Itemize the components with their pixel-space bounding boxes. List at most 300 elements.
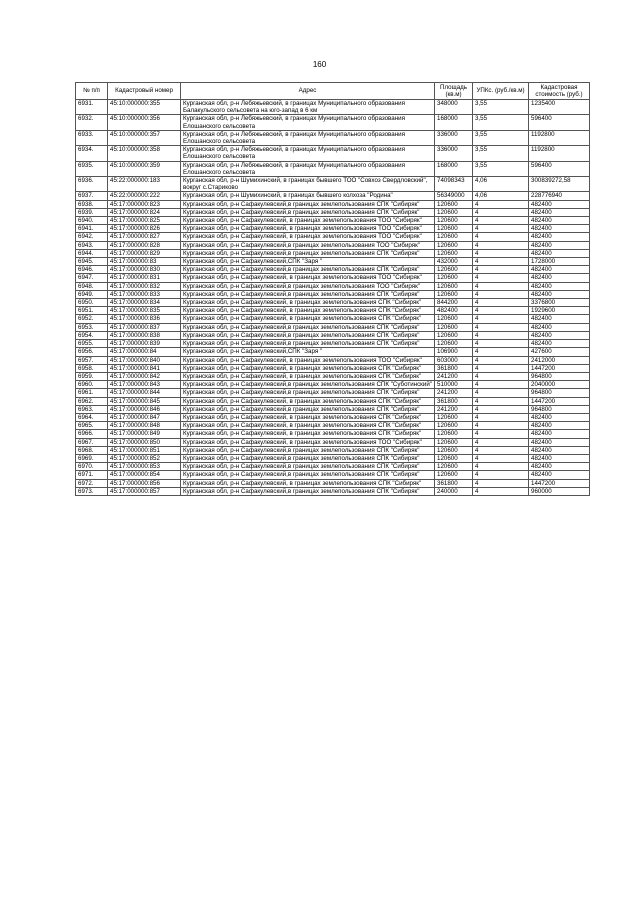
upks: 4 [473,454,529,462]
table-row [76,241,590,249]
area: 120600 [435,241,473,249]
upks: 4,06 [473,192,529,200]
cadastral-number: 45:22:000000:222 [108,192,181,200]
area: 120600 [435,249,473,257]
table-row [76,217,590,225]
cadastral-value: 482400 [529,225,590,233]
cadastral-number: 45:17:000000:829 [108,249,181,257]
cadastral-value: 482400 [529,430,590,438]
row-number: 6960. [76,381,108,389]
row-number: 6955. [76,340,108,348]
address: Курганская обл, р-н Сафакулевский,в границах землепользования СПК "Сибиряк" [181,208,435,216]
table-row [76,397,590,405]
upks: 4 [473,307,529,315]
cadastral-number: 45:17:000000:850 [108,438,181,446]
area: 120600 [435,331,473,339]
cadastral-number: 45:17:000000:828 [108,241,181,249]
row-number: 6934. [76,146,108,161]
address: Курганская обл, р-н Сафакулевский, в границах землепользования СПК "Сибиряк" [181,299,435,307]
table-row [76,454,590,462]
row-number: 6939. [76,208,108,216]
upks: 3,55 [473,130,529,145]
area: 120600 [435,446,473,454]
upks: 4 [473,463,529,471]
table-row [76,146,590,161]
address: Курганская обл, р-н Сафакулевский, в границах землепользования ТОО "Сибиряк" [181,356,435,364]
cadastral-value: 300839272,58 [529,177,590,192]
area: 482400 [435,307,473,315]
table-row [76,307,590,315]
row-number: 6931. [76,100,108,115]
cadastral-value: 482400 [529,340,590,348]
cadastral-value: 482400 [529,233,590,241]
upks: 4 [473,438,529,446]
area: 361800 [435,479,473,487]
row-number: 6936. [76,177,108,192]
address: Курганская обл, р-н Шумихинский, в границах бывшего колхоза "Родина" [181,192,435,200]
upks: 4 [473,282,529,290]
table-row [76,331,590,339]
row-number: 6933. [76,130,108,145]
row-number: 6967. [76,438,108,446]
area: 120600 [435,454,473,462]
upks: 4 [473,249,529,257]
cadastral-value: 2412000 [529,356,590,364]
row-number: 6950. [76,299,108,307]
address: Курганская обл, р-н Сафакулевский, в границах землепользования ТОО "Сибиряк" [181,274,435,282]
row-number: 6963. [76,405,108,413]
address: Курганская обл, р-н Сафакулевский, в границах землепользования ТОО "Сибиряк" [181,217,435,225]
area: 241200 [435,389,473,397]
table-row [76,463,590,471]
row-number: 6969. [76,454,108,462]
cadastral-value: 960000 [529,487,590,495]
area: 120600 [435,274,473,282]
area: 120600 [435,225,473,233]
upks: 4 [473,356,529,364]
address: Курганская обл, р-н Сафакулевский, в границах землепользования ТОО "Сибиряк" [181,225,435,233]
table-row [76,381,590,389]
address: Курганская обл, р-н Лебяжьевский, в границах Муниципального образования Елошанского сельсовета [181,146,435,161]
header-cadastral-number: Кадастровый номер [108,83,181,100]
address: Курганская обл, р-н Сафакулевский,в границах землепользования СПК "Сибиряк" [181,463,435,471]
cadastral-number: 45:17:000000:84 [108,348,181,356]
cadastral-number: 45:17:000000:831 [108,274,181,282]
cadastral-value: 482400 [529,217,590,225]
row-number: 6943. [76,241,108,249]
table-row [76,177,590,192]
cadastral-value: 482400 [529,208,590,216]
cadastral-number: 45:17:000000:842 [108,372,181,380]
upks: 4 [473,241,529,249]
cadastral-number: 45:22:000000:183 [108,177,181,192]
area: 120600 [435,471,473,479]
cadastral-number: 45:17:000000:837 [108,323,181,331]
table-row [76,430,590,438]
cadastral-number: 45:17:000000:827 [108,233,181,241]
cadastral-number: 45:17:000000:847 [108,413,181,421]
cadastral-number: 45:10:000000:359 [108,161,181,176]
row-number: 6959. [76,372,108,380]
cadastral-value: 1192800 [529,130,590,145]
row-number: 6961. [76,389,108,397]
area: 844200 [435,299,473,307]
cadastral-number: 45:17:000000:826 [108,225,181,233]
upks: 4 [473,200,529,208]
cadastral-value: 482400 [529,290,590,298]
row-number: 6932. [76,115,108,130]
upks: 4 [473,381,529,389]
cadastral-number: 45:17:000000:825 [108,217,181,225]
table-row [76,487,590,495]
area: 120600 [435,430,473,438]
upks: 4 [473,290,529,298]
row-number: 6958. [76,364,108,372]
row-number: 6944. [76,249,108,257]
upks: 4 [473,372,529,380]
cadastral-number: 45:10:000000:357 [108,130,181,145]
area: 241200 [435,372,473,380]
table-row [76,282,590,290]
table-row [76,115,590,130]
cadastral-value: 427600 [529,348,590,356]
cadastral-value: 228776940 [529,192,590,200]
cadastral-value: 482400 [529,266,590,274]
row-number: 6965. [76,422,108,430]
area: 603000 [435,356,473,364]
row-number: 6942. [76,233,108,241]
area: 120600 [435,438,473,446]
cadastral-value: 2040000 [529,381,590,389]
row-number: 6941. [76,225,108,233]
area: 120600 [435,413,473,421]
cadastral-number: 45:17:000000:856 [108,479,181,487]
upks: 4 [473,208,529,216]
table-row [76,315,590,323]
table-row [76,389,590,397]
row-number: 6935. [76,161,108,176]
cadastral-value: 1447200 [529,364,590,372]
table-row [76,356,590,364]
upks: 4 [473,405,529,413]
address: Курганская обл, р-н Сафакулевский,в границах землепользования СПК "Сибиряк" [181,454,435,462]
cadastral-number: 45:17:000000:835 [108,307,181,315]
upks: 4 [473,364,529,372]
upks: 4 [473,479,529,487]
address: Курганская обл, р-н Лебяжьевский, в границах Муниципального образования Елошанского сельсовета [181,161,435,176]
row-number: 6953. [76,323,108,331]
upks: 4 [473,389,529,397]
address: Курганская обл, р-н Сафакулевский, в границах землепользования СПК "Сибиряк" [181,397,435,405]
upks: 4 [473,413,529,421]
cadastral-number: 45:17:000000:841 [108,364,181,372]
table-row [76,471,590,479]
table-row [76,372,590,380]
upks: 3,55 [473,115,529,130]
address: Курганская обл, р-н Сафакулевский,в границах землепользования СПК "Сибиряк" [181,200,435,208]
address: Курганская обл, р-н Сафакулевский,СПК "Заря " [181,348,435,356]
row-number: 6957. [76,356,108,364]
area: 120600 [435,315,473,323]
cadastral-number: 45:10:000000:355 [108,100,181,115]
cadastral-number: 45:17:000000:844 [108,389,181,397]
area: 336000 [435,130,473,145]
address: Курганская обл, р-н Сафакулевский,в границах землепользования СПК "Сибиряк" [181,323,435,331]
cadastral-value: 482400 [529,241,590,249]
upks: 4 [473,471,529,479]
area: 120600 [435,233,473,241]
upks: 4 [473,331,529,339]
table-row [76,413,590,421]
cadastral-number: 45:17:000000:83 [108,258,181,266]
cadastral-value: 596400 [529,115,590,130]
cadastral-value: 1447200 [529,479,590,487]
row-number: 6964. [76,413,108,421]
row-number: 6971. [76,471,108,479]
row-number: 6945. [76,258,108,266]
cadastral-number: 45:17:000000:848 [108,422,181,430]
cadastral-number: 45:17:000000:830 [108,266,181,274]
cadastral-number: 45:17:000000:851 [108,446,181,454]
address: Курганская обл, р-н Сафакулевский,в границах землепользования СПК "Сибиряк" [181,389,435,397]
upks: 4 [473,299,529,307]
row-number: 6956. [76,348,108,356]
upks: 4 [473,217,529,225]
table-row [76,438,590,446]
area: 241200 [435,405,473,413]
cadastral-number: 45:17:000000:840 [108,356,181,364]
address: Курганская обл, р-н Сафакулевский, в границах землепользования СПК "Сибиряк" [181,422,435,430]
address: Курганская обл, р-н Сафакулевский,в границах землепользования СПК "Сибиряк" [181,340,435,348]
cadastral-value: 1235400 [529,100,590,115]
table-row [76,479,590,487]
cadastral-value: 964800 [529,372,590,380]
table-row [76,422,590,430]
cadastral-number: 45:17:000000:852 [108,454,181,462]
cadastral-number: 45:17:000000:843 [108,381,181,389]
area: 336000 [435,146,473,161]
cadastral-value: 1929600 [529,307,590,315]
address: Курганская обл, р-н Сафакулевский, в границах землепользования ТОО "Сибиряк" [181,233,435,241]
address: Курганская обл, р-н Лебяжьевский, в границах Муниципального образования Елошанского сельсовета [181,115,435,130]
upks: 4 [473,397,529,405]
upks: 4 [473,446,529,454]
table-row [76,249,590,257]
area: 120600 [435,290,473,298]
row-number: 6937. [76,192,108,200]
row-number: 6952. [76,315,108,323]
upks: 4 [473,422,529,430]
table-row [76,225,590,233]
address: Курганская обл, р-н Сафакулевский, в границах землепользования ТОО "Сибиряк" [181,438,435,446]
address: Курганская обл, р-н Сафакулевский,в границах землепользования СПК "Сибиряк" [181,266,435,274]
row-number: 6968. [76,446,108,454]
cadastral-number: 45:17:000000:846 [108,405,181,413]
cadastral-table [75,82,590,496]
row-number: 6940. [76,217,108,225]
cadastral-value: 1447200 [529,397,590,405]
cadastral-value: 482400 [529,323,590,331]
cadastral-value: 596400 [529,161,590,176]
area: 361800 [435,397,473,405]
cadastral-number: 45:17:000000:823 [108,200,181,208]
cadastral-value: 482400 [529,463,590,471]
row-number: 6951. [76,307,108,315]
area: 120600 [435,340,473,348]
cadastral-number: 45:17:000000:845 [108,397,181,405]
row-number: 6948. [76,282,108,290]
cadastral-value: 1728000 [529,258,590,266]
table-row [76,274,590,282]
area: 120600 [435,323,473,331]
cadastral-value: 3376800 [529,299,590,307]
upks: 4 [473,430,529,438]
upks: 4 [473,487,529,495]
table-row [76,348,590,356]
area: 120600 [435,200,473,208]
cadastral-number: 45:17:000000:834 [108,299,181,307]
row-number: 6970. [76,463,108,471]
row-number: 6954. [76,331,108,339]
address: Курганская обл, р-н Сафакулевский,в границах землепользования ТОО "Сибиряк" [181,241,435,249]
cadastral-number: 45:17:000000:838 [108,331,181,339]
area: 168000 [435,161,473,176]
cadastral-value: 482400 [529,454,590,462]
upks: 4 [473,274,529,282]
upks: 3,55 [473,100,529,115]
table-row [76,299,590,307]
upks: 4 [473,258,529,266]
area: 432000 [435,258,473,266]
cadastral-value: 482400 [529,200,590,208]
row-number: 6938. [76,200,108,208]
cadastral-number: 45:10:000000:356 [108,115,181,130]
address: Курганская обл, р-н Сафакулевский,в границах землепользования СПК "Сибиряк" [181,405,435,413]
row-number: 6962. [76,397,108,405]
table-row [76,290,590,298]
cadastral-value: 482400 [529,471,590,479]
area: 510000 [435,381,473,389]
address: Курганская обл, р-н Сафакулевский, в границах землепользования СПК "Сибиряк" [181,307,435,315]
table-row [76,233,590,241]
area: 74098343 [435,177,473,192]
address: Курганская обл, р-н Сафакулевский, в границах землепользования СПК "Сибиряк" [181,479,435,487]
table-row [76,192,590,200]
area: 120600 [435,217,473,225]
cadastral-value: 482400 [529,249,590,257]
upks: 4 [473,225,529,233]
area: 361800 [435,364,473,372]
address: Курганская обл, р-н Сафакулевский,в границах землепользования СПК "Суботинский" [181,381,435,389]
area: 106900 [435,348,473,356]
cadastral-number: 45:17:000000:824 [108,208,181,216]
upks: 4 [473,340,529,348]
cadastral-number: 45:17:000000:853 [108,463,181,471]
area: 120600 [435,282,473,290]
address: Курганская обл, р-н Сафакулевский,СПК "Заря " [181,258,435,266]
row-number: 6966. [76,430,108,438]
row-number: 6949. [76,290,108,298]
table-row [76,208,590,216]
cadastral-value: 482400 [529,446,590,454]
row-number: 6947. [76,274,108,282]
address: Курганская обл, р-н Сафакулевский,в границах землепользования СПК "Сибиряк" [181,249,435,257]
address: Курганская обл, р-н Сафакулевский, в границах землепользования СПК "Сибиряк" [181,372,435,380]
address: Курганская обл, р-н Лебяжьевский, в границах Муниципального образования Балакульского сельсовета на юго-запад в 6 км [181,100,435,115]
table-row [76,161,590,176]
address: Курганская обл, р-н Сафакулевский,в границах землепользования СПК "Сибиряк" [181,446,435,454]
header-address: Адрес [181,83,435,100]
row-number: 6972. [76,479,108,487]
address: Курганская обл, р-н Сафакулевский,в границах землепользования ТОО "Сибиряк" [181,282,435,290]
cadastral-value: 1192800 [529,146,590,161]
address: Курганская обл, р-н Сафакулевский, в границах землепользования СПК "Сибиряк" [181,315,435,323]
cadastral-number: 45:17:000000:836 [108,315,181,323]
table-row [76,200,590,208]
table-row [76,100,590,115]
address: Курганская обл, р-н Лебяжьевский, в границах Муниципального образования Елошанского сельсовета [181,130,435,145]
header-number: № п/п [76,83,108,100]
cadastral-number: 45:17:000000:849 [108,430,181,438]
cadastral-number: 45:17:000000:854 [108,471,181,479]
area: 240000 [435,487,473,495]
header-area: Площадь (кв.м) [435,83,473,100]
upks: 4,06 [473,177,529,192]
row-number: 6946. [76,266,108,274]
address: Курганская обл, р-н Сафакулевский,в границах землепользования СПК "Сибиряк" [181,331,435,339]
cadastral-number: 45:10:000000:358 [108,146,181,161]
table-row [76,266,590,274]
table-row [76,405,590,413]
table-row [76,258,590,266]
area: 120600 [435,463,473,471]
cadastral-value: 482400 [529,282,590,290]
cadastral-value: 482400 [529,438,590,446]
area: 120600 [435,266,473,274]
area: 120600 [435,208,473,216]
address: Курганская обл, р-н Сафакулевский,в границах землепользования СПК "Сибиряк" [181,290,435,298]
area: 120600 [435,422,473,430]
cadastral-number: 45:17:000000:832 [108,282,181,290]
table-row [76,446,590,454]
area: 348000 [435,100,473,115]
page-number: 160 [312,60,327,69]
header-cadastral-value: Кадастровая стоимость (руб.) [529,83,590,100]
upks: 4 [473,266,529,274]
address: Курганская обл, р-н Сафакулевский, в границах землепользования СПК "Сибиряк" [181,364,435,372]
area: 168000 [435,115,473,130]
table-row [76,323,590,331]
row-number: 6973. [76,487,108,495]
table-header-row [76,83,590,100]
cadastral-number: 45:17:000000:839 [108,340,181,348]
table-row [76,340,590,348]
address: Курганская обл, р-н Шумихинский, в границах бывшего ТОО "Совхоз Свердловский", вокруг с.Стариково [181,177,435,192]
cadastral-value: 482400 [529,413,590,421]
cadastral-value: 964800 [529,389,590,397]
upks: 3,55 [473,161,529,176]
upks: 4 [473,348,529,356]
cadastral-value: 482400 [529,422,590,430]
header-upks: УПКс. (руб./кв.м) [473,83,529,100]
cadastral-number: 45:17:000000:857 [108,487,181,495]
area: 56349000 [435,192,473,200]
address: Курганская обл, р-н Сафакулевский, в границах землепользования СПК "Сибиряк" [181,413,435,421]
table-row [76,130,590,145]
upks: 3,55 [473,146,529,161]
address: Курганская обл, р-н Сафакулевский,в границах землепользования СПК "Сибиряк" [181,487,435,495]
address: Курганская обл, р-н Сафакулевский,в границах землепользования СПК "Сибиряк" [181,471,435,479]
